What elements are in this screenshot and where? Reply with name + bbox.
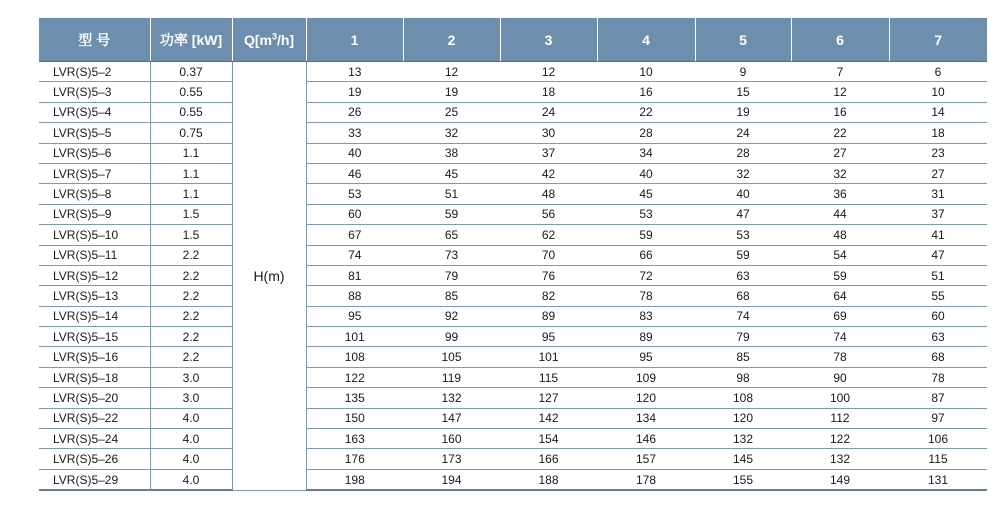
- head-value-cell: 108: [695, 388, 791, 408]
- model-cell: LVR(S)5–5: [39, 123, 150, 143]
- head-value-cell: 81: [306, 265, 403, 285]
- head-value-cell: 85: [695, 347, 791, 367]
- head-value-cell: 188: [500, 469, 597, 490]
- header-flow-unit-exponent: 3: [271, 30, 277, 41]
- head-value-cell: 66: [597, 245, 695, 265]
- model-cell: LVR(S)5–15: [39, 327, 150, 347]
- head-value-cell: 27: [791, 143, 889, 163]
- head-value-cell: 79: [403, 265, 500, 285]
- head-value-cell: 28: [597, 123, 695, 143]
- head-value-cell: 132: [791, 449, 889, 469]
- head-value-cell: 48: [500, 184, 597, 204]
- head-value-cell: 122: [306, 367, 403, 387]
- head-value-cell: 19: [403, 82, 500, 102]
- head-value-cell: 16: [597, 82, 695, 102]
- header-power: 功率 [kW]: [150, 18, 232, 62]
- head-value-cell: 42: [500, 163, 597, 183]
- head-value-cell: 33: [306, 123, 403, 143]
- head-value-cell: 63: [695, 265, 791, 285]
- head-value-cell: 74: [791, 327, 889, 347]
- head-value-cell: 135: [306, 388, 403, 408]
- power-cell: 4.0: [150, 449, 232, 469]
- head-value-cell: 142: [500, 408, 597, 428]
- head-value-cell: 24: [500, 102, 597, 122]
- power-cell: 3.0: [150, 388, 232, 408]
- head-value-cell: 88: [306, 286, 403, 306]
- head-value-cell: 53: [306, 184, 403, 204]
- power-cell: 1.1: [150, 163, 232, 183]
- head-value-cell: 127: [500, 388, 597, 408]
- head-value-cell: 53: [597, 204, 695, 224]
- table-row: [39, 204, 987, 224]
- head-value-cell: 40: [695, 184, 791, 204]
- head-value-cell: 106: [889, 429, 987, 449]
- head-value-cell: 23: [889, 143, 987, 163]
- table-row: [39, 347, 987, 367]
- head-value-cell: 46: [306, 163, 403, 183]
- head-value-cell: 18: [500, 82, 597, 102]
- head-value-cell: 27: [889, 163, 987, 183]
- power-cell: 1.1: [150, 143, 232, 163]
- head-value-cell: 12: [403, 62, 500, 82]
- model-cell: LVR(S)5–12: [39, 265, 150, 285]
- head-value-cell: 108: [306, 347, 403, 367]
- header-model: 型 号: [39, 18, 150, 62]
- model-cell: LVR(S)5–29: [39, 469, 150, 490]
- table-row: [39, 245, 987, 265]
- power-cell: 2.2: [150, 245, 232, 265]
- head-value-cell: 176: [306, 449, 403, 469]
- model-cell: LVR(S)5–3: [39, 82, 150, 102]
- head-value-cell: 146: [597, 429, 695, 449]
- head-value-cell: 89: [500, 306, 597, 326]
- head-value-cell: 60: [889, 306, 987, 326]
- head-value-cell: 105: [403, 347, 500, 367]
- head-value-cell: 120: [597, 388, 695, 408]
- head-value-cell: 95: [306, 306, 403, 326]
- table-row: [39, 184, 987, 204]
- table-row: [39, 62, 987, 82]
- head-value-cell: 56: [500, 204, 597, 224]
- table-row: [39, 123, 987, 143]
- header-flow-6: 6: [791, 18, 889, 62]
- power-cell: 4.0: [150, 469, 232, 490]
- head-value-cell: 63: [889, 327, 987, 347]
- head-value-cell: 157: [597, 449, 695, 469]
- head-value-cell: 48: [791, 225, 889, 245]
- head-value-cell: 78: [889, 367, 987, 387]
- power-cell: 4.0: [150, 429, 232, 449]
- head-value-cell: 160: [403, 429, 500, 449]
- model-cell: LVR(S)5–9: [39, 204, 150, 224]
- table-row: [39, 225, 987, 245]
- table-row: [39, 82, 987, 102]
- head-value-cell: 45: [597, 184, 695, 204]
- head-value-cell: 12: [500, 62, 597, 82]
- power-cell: 2.2: [150, 327, 232, 347]
- head-value-cell: 149: [791, 469, 889, 490]
- model-cell: LVR(S)5–24: [39, 429, 150, 449]
- head-value-cell: 194: [403, 469, 500, 490]
- table-row: [39, 102, 987, 122]
- head-value-cell: 47: [695, 204, 791, 224]
- table-row: [39, 143, 987, 163]
- head-value-cell: 59: [403, 204, 500, 224]
- header-flow-5: 5: [695, 18, 791, 62]
- header-flow-unit-suffix: /h]: [276, 31, 295, 48]
- power-cell: 3.0: [150, 367, 232, 387]
- header-flow-3: 3: [500, 18, 597, 62]
- header-flow-unit-prefix: Q[m: [243, 31, 272, 48]
- power-cell: 0.55: [150, 102, 232, 122]
- head-value-cell: 6: [889, 62, 987, 82]
- head-value-cell: 22: [597, 102, 695, 122]
- head-value-cell: 92: [403, 306, 500, 326]
- head-value-cell: 10: [597, 62, 695, 82]
- head-value-cell: 38: [403, 143, 500, 163]
- head-value-cell: 68: [695, 286, 791, 306]
- table-row: [39, 286, 987, 306]
- head-value-cell: 59: [695, 245, 791, 265]
- model-cell: LVR(S)5–11: [39, 245, 150, 265]
- header-flow-2: 2: [403, 18, 500, 62]
- head-value-cell: 67: [306, 225, 403, 245]
- power-cell: 1.5: [150, 225, 232, 245]
- head-value-cell: 70: [500, 245, 597, 265]
- head-value-cell: 163: [306, 429, 403, 449]
- head-value-cell: 36: [791, 184, 889, 204]
- head-value-cell: 47: [889, 245, 987, 265]
- head-value-cell: 18: [889, 123, 987, 143]
- power-cell: 2.2: [150, 286, 232, 306]
- header-flow-unit: [232, 18, 306, 62]
- head-value-cell: 32: [695, 163, 791, 183]
- head-value-cell: 40: [597, 163, 695, 183]
- power-cell: 0.37: [150, 62, 232, 82]
- head-value-cell: 97: [889, 408, 987, 428]
- power-cell: 2.2: [150, 265, 232, 285]
- head-value-cell: 22: [791, 123, 889, 143]
- head-value-cell: 109: [597, 367, 695, 387]
- head-value-cell: 134: [597, 408, 695, 428]
- head-value-cell: 30: [500, 123, 597, 143]
- head-value-cell: 115: [889, 449, 987, 469]
- table-row: [39, 388, 987, 408]
- head-value-cell: 65: [403, 225, 500, 245]
- pump-performance-table-container: [39, 18, 987, 491]
- head-value-cell: 154: [500, 429, 597, 449]
- power-cell: 1.1: [150, 184, 232, 204]
- head-value-cell: 119: [403, 367, 500, 387]
- head-value-cell: 37: [889, 204, 987, 224]
- model-cell: LVR(S)5–2: [39, 62, 150, 82]
- table-row: [39, 327, 987, 347]
- head-value-cell: 32: [403, 123, 500, 143]
- header-flow-4: 4: [597, 18, 695, 62]
- head-value-cell: 13: [306, 62, 403, 82]
- head-value-cell: 16: [791, 102, 889, 122]
- head-value-cell: 68: [889, 347, 987, 367]
- model-cell: LVR(S)5–16: [39, 347, 150, 367]
- head-value-cell: 19: [695, 102, 791, 122]
- head-value-cell: 120: [695, 408, 791, 428]
- head-value-cell: 73: [403, 245, 500, 265]
- head-value-cell: 173: [403, 449, 500, 469]
- head-value-cell: 101: [306, 327, 403, 347]
- head-value-cell: 59: [597, 225, 695, 245]
- model-cell: LVR(S)5–14: [39, 306, 150, 326]
- head-value-cell: 74: [695, 306, 791, 326]
- head-value-cell: 60: [306, 204, 403, 224]
- head-value-cell: 51: [889, 265, 987, 285]
- head-unit-label: H(m): [232, 62, 306, 491]
- head-value-cell: 79: [695, 327, 791, 347]
- table-row: [39, 469, 987, 490]
- head-value-cell: 10: [889, 82, 987, 102]
- head-value-cell: 15: [695, 82, 791, 102]
- head-value-cell: 64: [791, 286, 889, 306]
- head-value-cell: 198: [306, 469, 403, 490]
- model-cell: LVR(S)5–22: [39, 408, 150, 428]
- table-row: [39, 265, 987, 285]
- table-body: [39, 62, 987, 491]
- head-value-cell: 19: [306, 82, 403, 102]
- head-value-cell: 32: [791, 163, 889, 183]
- head-value-cell: 100: [791, 388, 889, 408]
- head-value-cell: 54: [791, 245, 889, 265]
- head-value-cell: 55: [889, 286, 987, 306]
- head-value-cell: 76: [500, 265, 597, 285]
- head-value-cell: 51: [403, 184, 500, 204]
- head-value-cell: 122: [791, 429, 889, 449]
- head-value-cell: 53: [695, 225, 791, 245]
- head-value-cell: 166: [500, 449, 597, 469]
- header-flow-1: 1: [306, 18, 403, 62]
- head-value-cell: 150: [306, 408, 403, 428]
- model-cell: LVR(S)5–18: [39, 367, 150, 387]
- power-cell: 4.0: [150, 408, 232, 428]
- model-cell: LVR(S)5–10: [39, 225, 150, 245]
- table-row: [39, 306, 987, 326]
- head-value-cell: 132: [403, 388, 500, 408]
- head-value-cell: 155: [695, 469, 791, 490]
- head-value-cell: 98: [695, 367, 791, 387]
- table-row: [39, 367, 987, 387]
- head-value-cell: 87: [889, 388, 987, 408]
- head-value-cell: 28: [695, 143, 791, 163]
- power-cell: 2.2: [150, 347, 232, 367]
- head-value-cell: 178: [597, 469, 695, 490]
- model-cell: LVR(S)5–4: [39, 102, 150, 122]
- head-value-cell: 131: [889, 469, 987, 490]
- table-row: [39, 429, 987, 449]
- header-flow-7: 7: [889, 18, 987, 62]
- table-row: [39, 163, 987, 183]
- pump-performance-table: [39, 18, 987, 491]
- head-value-cell: 62: [500, 225, 597, 245]
- head-value-cell: 95: [500, 327, 597, 347]
- head-value-cell: 25: [403, 102, 500, 122]
- head-value-cell: 44: [791, 204, 889, 224]
- head-value-cell: 115: [500, 367, 597, 387]
- head-value-cell: 37: [500, 143, 597, 163]
- head-value-cell: 78: [791, 347, 889, 367]
- head-value-cell: 40: [306, 143, 403, 163]
- head-value-cell: 69: [791, 306, 889, 326]
- head-value-cell: 147: [403, 408, 500, 428]
- power-cell: 0.75: [150, 123, 232, 143]
- head-value-cell: 59: [791, 265, 889, 285]
- head-value-cell: 74: [306, 245, 403, 265]
- head-value-cell: 9: [695, 62, 791, 82]
- table-row: [39, 408, 987, 428]
- head-value-cell: 24: [695, 123, 791, 143]
- power-cell: 0.55: [150, 82, 232, 102]
- head-value-cell: 14: [889, 102, 987, 122]
- head-value-cell: 145: [695, 449, 791, 469]
- head-value-cell: 31: [889, 184, 987, 204]
- head-value-cell: 101: [500, 347, 597, 367]
- head-value-cell: 112: [791, 408, 889, 428]
- model-cell: LVR(S)5–8: [39, 184, 150, 204]
- model-cell: LVR(S)5–6: [39, 143, 150, 163]
- head-value-cell: 99: [403, 327, 500, 347]
- head-value-cell: 89: [597, 327, 695, 347]
- head-value-cell: 26: [306, 102, 403, 122]
- head-value-cell: 85: [403, 286, 500, 306]
- power-cell: 1.5: [150, 204, 232, 224]
- head-value-cell: 12: [791, 82, 889, 102]
- model-cell: LVR(S)5–7: [39, 163, 150, 183]
- head-value-cell: 90: [791, 367, 889, 387]
- header-row: [39, 18, 987, 62]
- power-cell: 2.2: [150, 306, 232, 326]
- head-value-cell: 41: [889, 225, 987, 245]
- head-value-cell: 7: [791, 62, 889, 82]
- table-row: [39, 449, 987, 469]
- model-cell: LVR(S)5–13: [39, 286, 150, 306]
- head-value-cell: 95: [597, 347, 695, 367]
- model-cell: LVR(S)5–26: [39, 449, 150, 469]
- head-value-cell: 132: [695, 429, 791, 449]
- head-value-cell: 45: [403, 163, 500, 183]
- head-value-cell: 83: [597, 306, 695, 326]
- head-value-cell: 78: [597, 286, 695, 306]
- model-cell: LVR(S)5–20: [39, 388, 150, 408]
- head-value-cell: 82: [500, 286, 597, 306]
- head-value-cell: 34: [597, 143, 695, 163]
- head-value-cell: 72: [597, 265, 695, 285]
